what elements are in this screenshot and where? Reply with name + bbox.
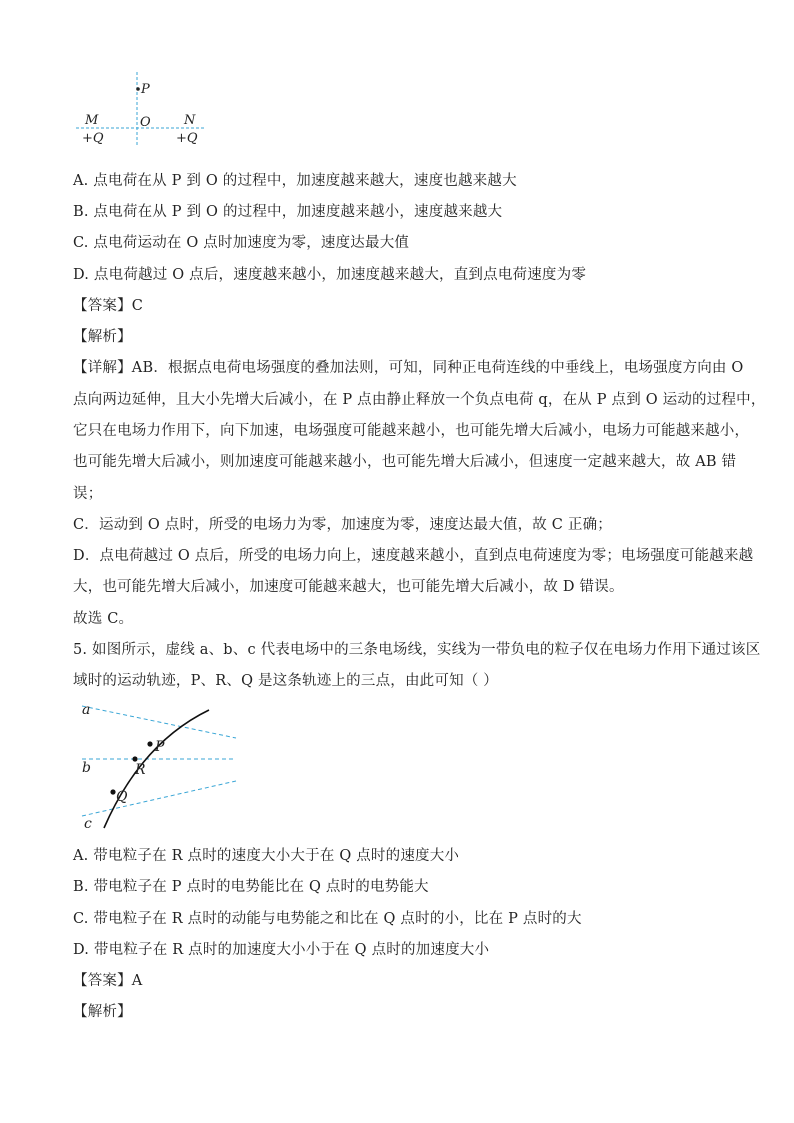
label-charge-left: +Q (82, 131, 104, 146)
figure-charges-diagram (70, 68, 210, 150)
label-q: Q (116, 789, 128, 805)
q4-detail-line-7: D．点电荷越过 O 点后，所受的电场力向上，速度越来越小，直到点电荷速度为零；电场强度可能越来越 (73, 548, 754, 564)
point-q-dot (110, 789, 115, 794)
q4-answer: 【答案】C (73, 298, 144, 314)
point-r-dot (132, 756, 137, 761)
label-p: P (141, 82, 150, 97)
label-c: c (84, 816, 92, 832)
point-p-dot (147, 741, 152, 746)
particle-trajectory (104, 710, 209, 828)
q4-detail-line-1: 【详解】AB．根据点电荷电场强度的叠加法则，可知，同种正电荷连线的中垂线上，电场强度方向由 O (73, 360, 744, 376)
q4-conclusion: 故选 C。 (73, 611, 134, 627)
label-o: O (140, 115, 151, 130)
q4-detail-line-2: 点向两边延伸，且大小先增大后减小，在 P 点由静止释放一个负点电荷 q，在从 P 点到 O 运动的过程中， (73, 392, 766, 408)
label-a: a (82, 702, 91, 718)
q4-option-b: B. 点电荷在从 P 到 O 的过程中，加速度越来越小，速度越来越大 (73, 204, 503, 220)
q5-stem-line-2: 域时的运动轨迹，P、R、Q 是这条轨迹上的三点，由此可知（ ） (73, 673, 498, 689)
q5-stem-line-1: 5. 如图所示，虚线 a、b、c 代表电场中的三条电场线，实线为一带负电的粒子仅在电场力作用下通过该区 (73, 642, 761, 658)
q4-detail-line-3: 它只在电场力作用下，向下加速，电场强度可能越来越小，也可能先增大后减小，电场力可能越来越小， (73, 423, 750, 439)
q5-answer: 【答案】A (73, 973, 143, 989)
q4-detail-line-6: C．运动到 O 点时，所受的电场力为零，加速度为零，速度达最大值，故 C 正确； (73, 517, 613, 533)
q4-analysis-heading: 【解析】 (73, 329, 132, 345)
q4-option-c: C. 点电荷运动在 O 点时加速度为零，速度达最大值 (73, 235, 410, 251)
q4-option-a: A. 点电荷在从 P 到 O 的过程中，加速度越来越大，速度也越来越大 (73, 173, 517, 189)
label-m: M (85, 113, 99, 128)
label-r: R (135, 762, 146, 778)
q4-detail-line-8: 大，也可能先增大后减小，加速度可能越来越大，也可能先增大后减小，故 D 错误。 (73, 579, 624, 595)
q4-detail-line-5: 误； (73, 486, 103, 502)
label-b: b (82, 760, 91, 776)
q5-option-b: B. 带电粒子在 P 点时的电势能比在 Q 点时的电势能大 (73, 879, 429, 895)
field-line-c (82, 781, 236, 816)
q4-detail-line-4: 也可能先增大后减小，则加速度可能越来越小，也可能先增大后减小，但速度一定越来越大，故 AB 错 (73, 454, 737, 470)
label-n: N (184, 113, 196, 128)
label-charge-right: +Q (176, 131, 198, 146)
q4-option-d: D. 点电荷越过 O 点后，速度越来越小，加速度越来越大，直到点电荷速度为零 (73, 267, 587, 283)
point-p-dot (136, 87, 140, 91)
figure-trajectory-diagram (76, 698, 241, 836)
label-p2: P (155, 739, 165, 755)
q5-option-c: C. 带电粒子在 R 点时的动能与电势能之和比在 Q 点时的小，比在 P 点时的大 (73, 911, 582, 927)
q5-option-a: A. 带电粒子在 R 点时的速度大小大于在 Q 点时的速度大小 (73, 848, 460, 864)
q5-option-d: D. 带电粒子在 R 点时的加速度大小小于在 Q 点时的加速度大小 (73, 942, 490, 958)
field-line-a (82, 706, 236, 738)
q5-analysis-heading: 【解析】 (73, 1004, 132, 1020)
